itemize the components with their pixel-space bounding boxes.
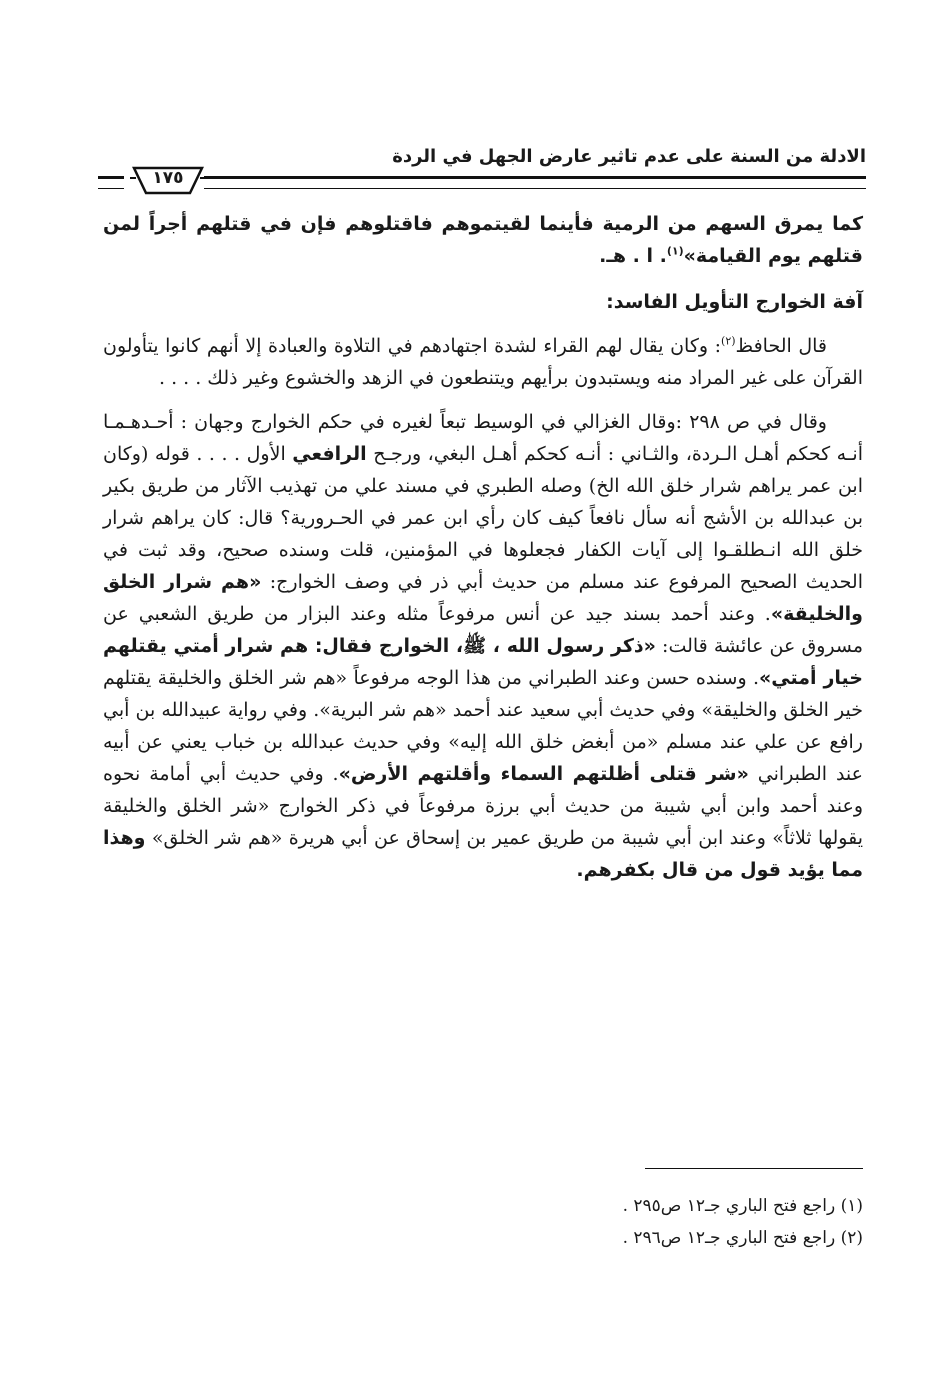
- paragraph-1-end: . ا . هـ.: [599, 245, 667, 267]
- paragraph-3-bold-3: «ذكر رسول الله ، ﷺ، الخوارج فقال: هم شرار أمتي يقتلهم خيار أمتي»: [103, 635, 863, 689]
- footnotes: [103, 1190, 863, 1254]
- paragraph-3-bold-5: وهذا مما يؤيد قول من قال بكفرهم.: [103, 827, 863, 881]
- section-heading: آفة الخوارج التأويل الفاسد:: [606, 291, 863, 313]
- footnote-ref-1: (١): [666, 244, 684, 258]
- paragraph-1-text: كما يمرق السهم من الرمية فأينما لقيتموهم فاقتلوهم فإن في قتلهم أجراً لمن قتلهم يوم القيامة»: [103, 213, 863, 267]
- footnote-1: (١) راجع فتح الباري جـ١٢ ص٢٩٥ .: [622, 1196, 863, 1216]
- paragraph-3-bold-2: «هم شرار الخلق والخليقة»: [103, 571, 863, 625]
- paragraph-3: [103, 406, 863, 886]
- footnote-ref-2: (٢): [721, 334, 736, 348]
- paragraph-2: [103, 330, 863, 394]
- paragraph-3-f: . وفي حديث أبي أمامة نحوه وعند أحمد وابن أبي شيبة من حديث أبي برزة مرفوعاً في ذكر الخوارج «شر الخلق والخليقة يقولها ثلاثاً» وعند ابن أبي شيبة من طريق عمير بن إسحاق عن أبي هريرة «هم شر الخلق»: [103, 763, 863, 849]
- paragraph-3-c: الأول . . . . قوله (وكان ابن عمر يراهم شرار خلق الله الخ) وصله الطبري في مسند علي من تهذيب الآثار من طريق بكير بن عبدالله بن الأشج أنه سأل نافعاً كيف كان رأي ابن عمر في الحـرورية؟ قال: كان يراهم شرار خلق الله انـطلقـوا إلى آيات الكفار فجعلوها في المؤمنين، قلت وسنده صحيح، وقد ثبت في الحديث الصحيح المرفوع عند مسلم من حديث أبي ذر في وصف الخوارج:: [103, 443, 863, 593]
- paragraph-2-rest: : وكان يقال لهم القراء لشدة اجتهادهم في التلاوة والعبادة إلا أنهم كانوا يتأولون القرآن على غير المراد منه ويستبدون برأيهم ويتنطعون في الزهد والخشوع وغير ذلك . . . .: [103, 335, 863, 389]
- paragraph-1: [103, 208, 863, 272]
- page-number: ١٧٥: [152, 168, 184, 188]
- header-rule-left: [98, 176, 124, 189]
- paragraph-3-d: . وعند أحمد بسند جيد عن أنس مرفوعاً مثله وعند البزار من طريق الشعبي عن مسروق عن عائشة قالت:: [103, 603, 863, 657]
- paragraph-3-bold-4: «شر قتلى أظلتهم السماء وأقلتهم الأرض»: [338, 763, 749, 785]
- page-header: [98, 140, 866, 200]
- paragraph-3-a: وقال في ص ٢٩٨ :وقال الغزالي في الوسيط تبعاً لغيره في حكم الخوارج وجهان : أحـدهـمـا أنـه كحكم أهـل الـردة، والثـاني : أنـه كحكم أهـل البغي، ورجـح: [103, 411, 864, 465]
- header-rule-right: [204, 176, 866, 189]
- paragraph-3-e: . وسنده حسن وعند الطبراني من هذا الوجه مرفوعاً «هم شر الخلق والخليقة يقتلهم خير الخلق والخليقة» وفي حديث أبي سعيد عند أحمد «هم شر البرية». وفي رواية عبيدالله بن أبي رافع عن علي عند مسلم «من أبغض خلق الله إليه» وفي حديث عبدالله بن خباب يعني عن أبيه عند الطبراني: [103, 667, 863, 785]
- paragraph-3-bold-1: الرافعي: [292, 443, 367, 465]
- running-title: الادلة من السنة على عدم تاثير عارض الجهل في الردة: [392, 146, 866, 167]
- footnote-2: (٢) راجع فتح الباري جـ١٢ ص٢٩٦ .: [622, 1228, 863, 1248]
- page-number-badge: [128, 166, 208, 196]
- footnote-separator: [645, 1168, 863, 1169]
- paragraph-2-start: قال الحافظ: [735, 335, 827, 357]
- main-text: [103, 208, 863, 886]
